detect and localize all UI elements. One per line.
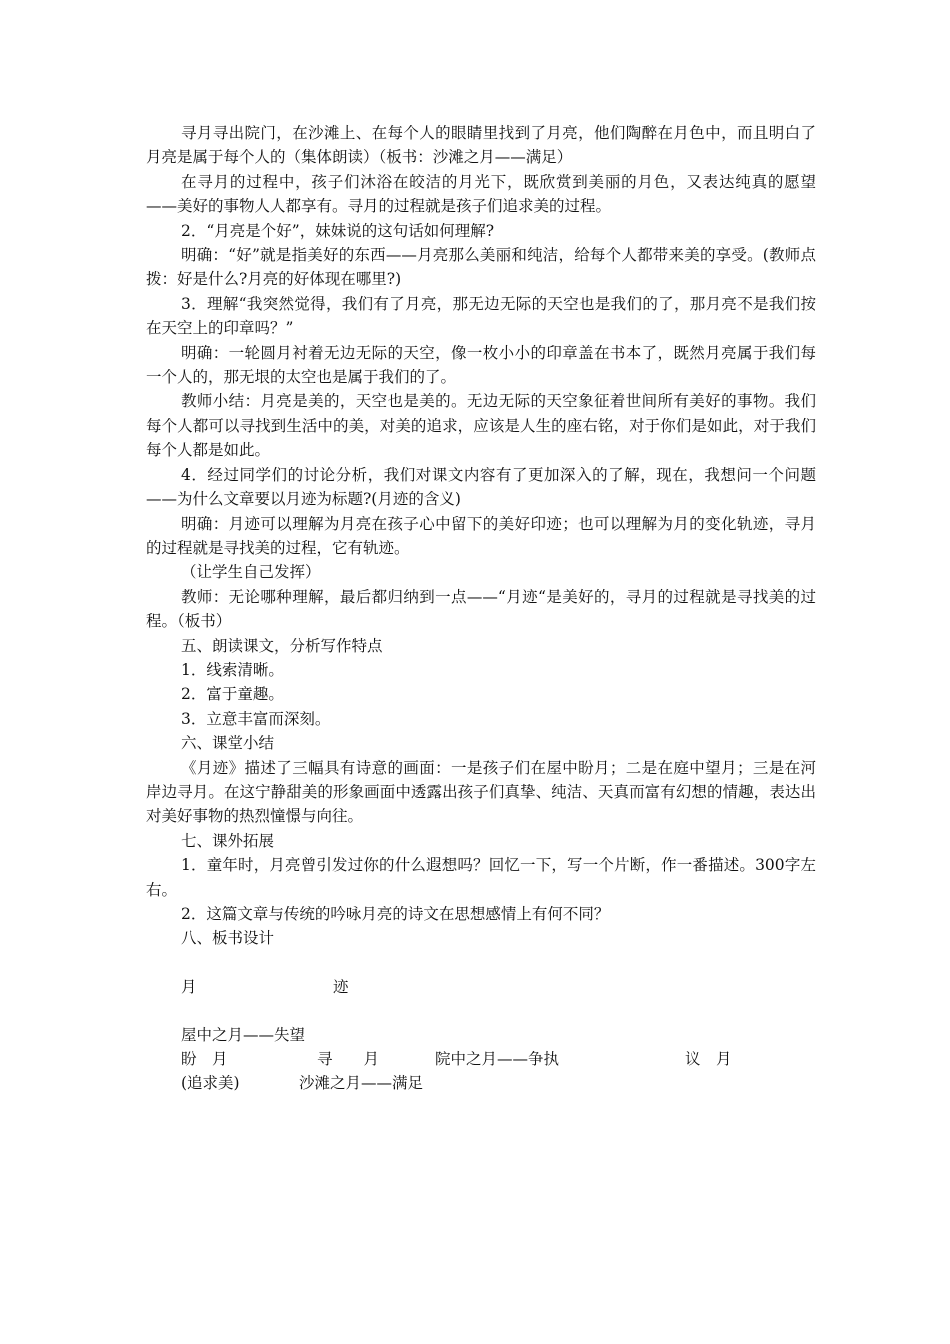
board-title-char: 迹 [333,977,349,996]
list-item: 2．这篇文章与传统的吟咏月亮的诗文在思想感情上有何不同？ [181,905,610,923]
paragraph: （让学生自己发挥） [181,563,321,582]
section-heading: 五、朗读课文，分析写作特点 [181,636,383,655]
paragraph: 3．理解“我突然觉得，我们有了月亮，那无边无际的天空也是我们的了，那月亮不是我们按在天空上的印章吗？” [146,294,816,338]
board-text: 院中之月——争执 [435,1049,560,1068]
paragraph: 2．“月亮是个好”，妹妹说的这句话如何理解? [181,221,495,240]
board-text: 盼 月 [181,1049,228,1068]
paragraph: 明确：月迹可以理解为月亮在孩子心中留下的美好印迹；也可以理解为月的变化轨迹，寻月的过程就是寻找美的过程，它有轨迹。 [146,514,816,557]
paragraph: 明确：“好”就是指美好的东西——月亮那么美丽和纯洁，给每个人都带来美的享受。(教师点拨：好是什么?月亮的好体现在哪里?) [146,246,816,289]
board-row [181,1023,816,1047]
board-text: 沙滩之月——满足 [299,1073,424,1092]
paragraph-list [146,121,816,951]
section-heading: 六、课堂小结 [181,734,275,753]
paragraph: 寻月寻出院门，在沙滩上、在每个人的眼睛里找到了月亮，他们陶醉在月色中，而且明白了月亮是属于每个人的（集体朗读）（板书：沙滩之月——满足） [146,124,816,167]
list-item: 1．线索清晰。 [181,660,284,679]
paragraph: 教师小结：月亮是美的，天空也是美的。无边无际的天空象征着世间所有美好的事物。我们每个人都可以寻找到生活中的美，对美的追求，应该是人生的座右铭，对于你们是如此，对于我们每个人都是如此。 [146,392,816,460]
paragraph: 明确：一轮圆月衬着无边无际的天空，像一枚小小的印章盖在书本了，既然月亮属于我们每一个人的，那无垠的太空也是属于我们的了。 [146,343,816,387]
board-title-char: 月 [181,977,197,996]
list-item: 3．立意丰富而深刻。 [181,709,331,728]
document-body [146,121,816,1095]
board-text: (追求美) [181,1073,240,1092]
paragraph: 《月迹》描述了三幅具有诗意的画面：一是孩子们在屋中盼月；二是在庭中望月；三是在河岸边寻月。在这宁静甜美的形象画面中透露出孩子们真挚、纯洁、天真而富有幻想的情趣，表达出对美好事物的热烈憧憬与向往。 [146,758,816,826]
board-row [181,1047,816,1071]
board-text: 议 月 [685,1049,732,1068]
board-row [181,1071,816,1095]
list-item: 1．童年时，月亮曾引发过你的什么遐想吗？回忆一下，写一个片断，作一番描述。300字左右。 [146,856,816,899]
paragraph: 4．经过同学们的讨论分析，我们对课文内容有了更加深入的了解，现在，我想问一个问题——为什么文章要以月迹为标题?(月迹的含义) [146,465,816,509]
list-item: 2．富于童趣。 [181,685,284,704]
blackboard-design [146,975,816,1095]
paragraph: 在寻月的过程中，孩子们沐浴在皎洁的月光下，既欣赏到美丽的月色，又表达纯真的愿望——美好的事物人人都享有。寻月的过程就是孩子们追求美的过程。 [146,172,816,216]
board-text: 寻 月 [317,1049,380,1068]
section-heading: 八、板书设计 [181,929,275,948]
paragraph: 教师：无论哪种理解，最后都归纳到一点——“月迹“是美好的，寻月的过程就是寻找美的过程。（板书） [146,587,816,631]
board-text: 屋中之月——失望 [181,1025,306,1044]
board-title-row [181,975,816,999]
section-heading: 七、课外拓展 [181,831,275,850]
